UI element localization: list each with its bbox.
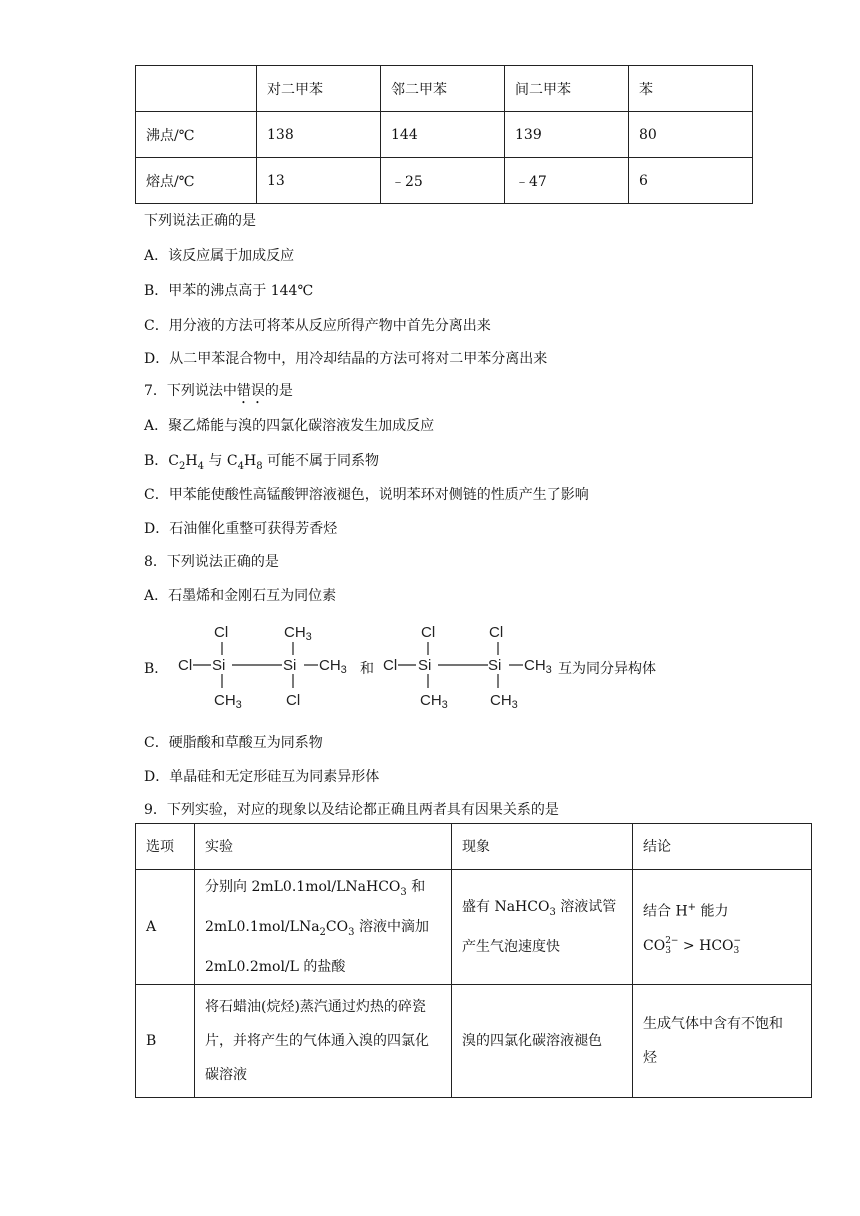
table-header-cell: 实验 — [195, 824, 452, 870]
table-cell-experiment — [195, 984, 452, 1097]
table-header-cell: 选项 — [136, 824, 195, 870]
atom-ch — [319, 657, 347, 676]
atom-ch — [284, 624, 312, 643]
text: 溶液中滴加 — [354, 918, 429, 935]
q7-option-b — [144, 450, 379, 472]
table-header-cell: 现象 — [452, 824, 633, 870]
table-cell: ﹣47 — [505, 158, 629, 204]
subscript: 3 — [511, 699, 518, 710]
ion-scripts — [734, 936, 742, 956]
text-line: 2mL0.2mol/L 的盐酸 — [205, 958, 346, 975]
atom-si: Si — [283, 657, 297, 674]
q8-option-b-end: 互为同分异构体 — [558, 661, 656, 677]
q6-option-c: C．用分液的方法可将苯从反应所得产物中首先分离出来 — [144, 318, 491, 334]
q7-stem-suffix: 的是 — [264, 383, 293, 399]
table-cell-option: A — [136, 870, 195, 985]
table-row — [136, 984, 812, 1097]
atom-cl: Cl — [214, 624, 229, 641]
subscript: 4 — [197, 460, 204, 472]
table-cell-phenomenon — [452, 870, 633, 985]
text: B．C — [144, 453, 179, 469]
text: CO — [643, 937, 666, 954]
q6-option-a: A．该反应属于加成反应 — [144, 248, 295, 264]
atom-cl: Cl — [286, 692, 301, 709]
subscript: 3 — [340, 664, 347, 676]
table-cell: 138 — [257, 112, 381, 158]
properties-table — [135, 65, 753, 204]
atom-ch — [524, 657, 552, 676]
q8-stem: 8．下列说法正确的是 — [144, 554, 279, 570]
text: 结合 H — [643, 903, 688, 920]
text: CH — [524, 657, 546, 674]
text: 和 — [406, 879, 426, 895]
text: CH — [490, 692, 512, 709]
atom-cl: Cl — [178, 657, 193, 674]
table-cell-option: B — [136, 984, 195, 1097]
q6-option-b: B．甲苯的沸点高于 144℃ — [144, 283, 314, 299]
table-cell: ﹣25 — [381, 158, 505, 204]
table-cell: 6 — [629, 158, 753, 204]
table-cell-conclusion — [633, 984, 812, 1097]
molecule-1 — [178, 624, 347, 710]
table-cell: 沸点/℃ — [136, 112, 257, 158]
table-header-cell: 间二甲苯 — [505, 66, 629, 112]
q8-option-a: A．石墨烯和金刚石互为同位素 — [144, 588, 337, 604]
text-line — [205, 910, 441, 950]
q7-option-d: D．石油催化重整可获得芳香烃 — [144, 521, 338, 537]
subscript: 3 — [305, 631, 312, 643]
atom-cl: Cl — [383, 657, 398, 674]
q8-option-d: D．单晶硅和无定形硅互为同素异形体 — [144, 769, 380, 785]
text: H — [185, 453, 198, 469]
table-cell: 13 — [257, 158, 381, 204]
atom-cl: Cl — [421, 624, 436, 641]
table-cell-conclusion — [633, 870, 812, 985]
table-row — [136, 158, 753, 204]
table-cell-experiment — [195, 870, 452, 985]
text: H — [243, 453, 257, 469]
superscript: + — [687, 901, 697, 913]
table-row — [136, 870, 812, 985]
q7-stem-emphasis: 错误 — [236, 383, 265, 399]
text: 溶液试管 — [555, 898, 617, 915]
text-line — [643, 891, 801, 929]
atom-cl: Cl — [489, 624, 504, 641]
text: CH — [214, 692, 236, 709]
subscript: 3 — [665, 945, 671, 956]
table-header-cell: 苯 — [629, 66, 753, 112]
text: 与 C — [203, 453, 238, 469]
text-line — [643, 929, 801, 963]
table-row — [136, 112, 753, 158]
text: 可能不属于同系物 — [262, 453, 380, 469]
table-cell: 80 — [629, 112, 753, 158]
table-header-cell: 结论 — [633, 824, 812, 870]
q9-stem: 9．下列实验，对应的现象以及结论都正确且两者具有因果关系的是 — [144, 802, 559, 818]
text-line — [462, 890, 622, 930]
table-header-row — [136, 824, 812, 870]
q6-option-d: D．从二甲苯混合物中，用冷却结晶的方法可将对二甲苯分离出来 — [144, 351, 548, 367]
subscript: 3 — [400, 886, 407, 898]
q8-option-b-conjunction: 和 — [360, 661, 374, 677]
atom-ch — [420, 692, 448, 710]
text-line: 产生气泡速度快 — [462, 938, 560, 955]
table-header-cell: 邻二甲苯 — [381, 66, 505, 112]
subscript: 3 — [441, 699, 448, 710]
superscript: − — [733, 935, 742, 946]
text: CH — [420, 692, 442, 709]
q8-option-c: C．硬脂酸和草酸互为同系物 — [144, 735, 323, 751]
superscript: 2− — [665, 935, 679, 946]
text: CO — [325, 918, 349, 935]
text-line: 烃 — [643, 1049, 657, 1066]
q7-stem — [144, 380, 293, 407]
text-line: 片，并将产生的气体通入溴的四氯化 — [205, 1032, 429, 1049]
table-cell: 139 — [505, 112, 629, 158]
table-header-row — [136, 66, 753, 112]
atom-ch — [214, 692, 242, 710]
subscript: 3 — [549, 906, 556, 918]
q7-option-c: C．甲苯能使酸性高锰酸钾溶液褪色，说明苯环对侧链的性质产生了影响 — [144, 487, 589, 503]
text: 2mL0.1mol/LNa — [205, 918, 320, 935]
atom-si: Si — [488, 657, 502, 674]
subscript: 3 — [235, 699, 242, 710]
experiment-table — [135, 823, 812, 1098]
subscript: 2 — [179, 460, 186, 472]
subscript: 2 — [319, 926, 326, 938]
text: > HCO — [678, 937, 734, 954]
text-line — [205, 870, 441, 910]
text: 盛有 NaHCO — [462, 898, 550, 915]
text-line: 生成气体中含有不饱和 — [643, 1015, 783, 1032]
table-header-cell: 对二甲苯 — [257, 66, 381, 112]
subscript: 8 — [256, 460, 263, 472]
subscript: 3 — [348, 926, 355, 938]
atom-si: Si — [212, 657, 226, 674]
ion-scripts — [665, 936, 678, 956]
text-line: 将石蜡油(烷烃)蒸汽通过灼热的碎瓷 — [205, 998, 426, 1015]
text: 能力 — [696, 903, 729, 920]
atom-ch — [490, 692, 518, 710]
atom-si: Si — [418, 657, 432, 674]
molecule-2 — [383, 624, 552, 710]
table-cell: 144 — [381, 112, 505, 158]
q8-option-b-label: B． — [144, 661, 169, 677]
table-cell-phenomenon: 溴的四氯化碳溶液褪色 — [452, 984, 633, 1097]
q7-option-a: A．聚乙烯能与溴的四氯化碳溶液发生加成反应 — [144, 418, 435, 434]
q7-stem-prefix: 7．下列说法中 — [144, 383, 237, 399]
subscript: 3 — [545, 664, 552, 676]
text: 分别向 2mL0.1mol/LNaHCO — [205, 879, 401, 895]
text: CH — [284, 624, 306, 641]
subscript: 3 — [733, 945, 740, 956]
text: CH — [319, 657, 341, 674]
subscript: 4 — [237, 460, 244, 472]
text-line: 碳溶液 — [205, 1066, 247, 1083]
table-cell: 熔点/℃ — [136, 158, 257, 204]
q6-stem: 下列说法正确的是 — [144, 213, 256, 229]
table-header-cell — [136, 66, 257, 112]
